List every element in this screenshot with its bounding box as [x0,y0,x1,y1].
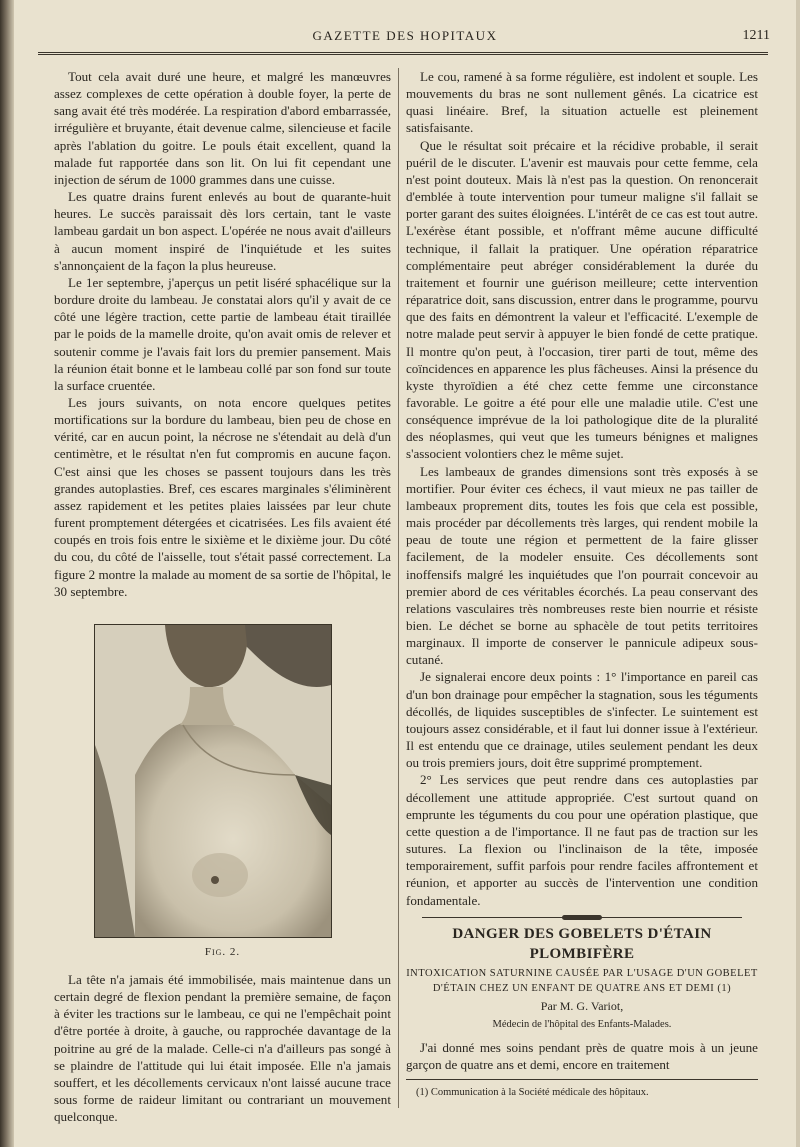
column-divider [398,68,399,1108]
header-rule [38,52,768,55]
paragraph: La tête n'a jamais été immobilisée, mais maintenue dans un certain degré de flexion pendant la première semaine, de façon à éviter les tractions sur le lambeau, ce qui ne l'empêchait point d'être portée à droite, à gauche, ou rapprochée davantage de la poitrine au gré de la malade. Celle-ci n'a d'ailleurs pas songé à se plaindre de l'attitude qui lui était imposée. Elle n'a jamais souffert, et les décollements cervicaux n'ont laissé aucune trace sous forme de raideur limitant ou contrariant un mouvement quelconque. [54,972,391,1125]
footnote: (1) Communication à la Société médicale des hôpitaux. [416,1087,649,1099]
figure-caption: Fig. 2. [204,945,241,958]
paragraph: Les quatre drains furent enlevés au bout de quarante-huit heures. Le succès paraissait dès lors certain, tant le vaste lambeau gardait un bon aspect. L'opérée ne nous avait d'ailleurs à aucun moment inspiré de l'inquiétude et les suites s'annonçaient de la façon la plus heureuse. [54,189,391,273]
paragraph: J'ai donné mes soins pendant près de quatre mois à un jeune garçon de quatre ans et demi, encore en traitement [406,1039,758,1073]
page-number: 1211 [742,28,770,43]
article-author: Par M. G. Variot, [540,998,624,1013]
paragraph: Que le résultat soit précaire et la récidive probable, il serait puéril de le discuter. L'avenir est mauvais pour cette femme, cela n'est point douteux. Mais là n'est pas la question. On renoncerait d'emblée à toute intervention pour tumeur maligne s'il fallait se porter garant des suites éloignées. L'intérêt de ce cas est tout autre. L'exérèse étant possible, et n'offrant même aucune difficulté technique, il fallait la pratiquer. Une opération réparatrice complémentaire peut abréger considérablement la durée du traitement et fournir une guérison meilleure; cette intervention réparatrice doit, sans discussion, entrer dans le programme, pourvu que des faits en démontrent la valeur et l'efficacité. L'exemple de notre malade peut servir à appuyer le bien fondé de cette pratique. Il montre qu'on peut, à l'occasion, tirer parti de tout, même des coïncidences en apparence les plus fâcheuses. Ainsi la présence du kyste thyroïdien a été chez cette femme une circonstance favorable. Le goitre a été pour elle une maladie utile. C'est une conséquence imprévue de la loi pathologique dite de la pluralité des néoplasmes, qui veut que les tumeurs bénignes et malignes s'associent volontiers chez le même sujet. [406,137,758,462]
article-affiliation: Médecin de l'hôpital des Enfants-Malades. [492,1018,672,1030]
nipple [211,876,219,884]
paragraph: Tout cela avait duré une heure, et malgré les manœuvres assez complexes de cette opération à double foyer, la perte de sang avait été très modérée. La respiration d'abord embarrassée, irrégulière et bruyante, était devenue calme, silencieuse et facile après l'ablation du goitre. Le pouls était excellent, quand la malade fut rapportée dans son lit. On lui fit cependant une injection de sérum de 1000 grammes dans une cuisse. [54,69,391,187]
article-subtitle: INTOXICATION SATURNINE CAUSÉE PAR L'USAGE D'UN GOBELET D'ÉTAIN CHEZ UN ENFANT DE QUATRE ANS ET DEMI (1) [406,967,758,994]
paragraph: Le cou, ramené à sa forme régulière, est indolent et souple. Les mouvements du bras ne sont nullement gênés. La cicatrice est quasi linéaire. Bref, la situation actuelle est pleinement satisfaisante. [406,69,758,136]
left-column [54,68,391,1125]
paragraph: 2° Les services que peut rendre dans ces autoplasties par décollement une attitude appropriée. C'est surtout quand on emprunte les téguments du cou pour une opération plastique, que cette question a de l'importance. Il ne faut pas de traction sur les sutures. La flexion ou l'inclinaison de la tête, imposée temporairement, suffit parfois pour rendre faciles affrontement et réunion, et apporter au succès de l'intervention une condition fondamentale. [406,772,758,908]
patient-photograph [94,624,332,938]
page-right-edge [796,0,800,1147]
breast-shading [192,853,248,897]
paragraph: Les jours suivants, on nota encore quelques petites mortifications sur la bordure du lambeau, bien peu de chose en vérité, car en aucun point, la nécrose ne s'étendait au delà d'un centimètre, et le résultat n'en fut compromis en aucune façon. C'est ainsi que les choses se passent toujours dans les très grandes autoplasties. Bref, ces escares marginales s'éliminèrent assez rapidement et les petites plaies laissées par leur chute furent promptement détergées et cicatrisées. Les fils avaient été coupés en trois fois entre le sixième et le dixième jour. Du côté du cou, du côté de l'aisselle, tout s'était passé correctement. La figure 2 montre la malade au moment de sa sortie de l'hôpital, le 30 septembre. [54,394,391,599]
journal-title: GAZETTE DES HOPITAUX [312,28,498,43]
paragraph: Les lambeaux de grandes dimensions sont très exposés à se mortifier. Pour éviter ces échecs, il vaut mieux ne pas tailler de lambeaux proprement dits, toutes les fois que cela est possible, mais procéder par décollements très larges, qui rendent mobile la peau de toute une région et permettent de la faire glisser facilement, de la modeler ensuite. Ces décollements sont inoffensifs malgré les inquiétudes que l'on pourrait concevoir au premier abord de ces véritables écorchés. La peau conservant des relations vasculaires très nombreuses reste bien nourrie et résiste bien. Le déchet se borne au sphacèle de tout petits territoires marginaux. Il importe de conserver le pannicule adipeux sous-cutané. [406,463,758,668]
page-header [40,28,770,50]
section-separator [422,917,742,918]
page-binding-edge [0,0,14,1147]
article-title: DANGER DES GOBELETS D'ÉTAIN PLOMBIFÈRE [452,925,712,962]
right-column [406,68,758,1101]
paragraph: Je signalerai encore deux points : 1° l'importance en pareil cas d'un bon drainage pour empêcher la stagnation, sous les téguments décollés, de liquides susceptibles de s'infecter. Le suintement est toujours assez considérable, et il faut lui donner issue à l'extérieur. Il est entendu que ce drainage, utiles seulement pendant les deux ou trois premiers jours, doit être supprimé promptement. [406,669,758,771]
photograph-drawing [95,625,331,937]
article-heading [406,917,758,1033]
paragraph: Le 1er septembre, j'aperçus un petit liséré sphacélique sur la bordure droite du lambeau. Je constatai alors qu'il y avait de ce côté une légère traction, cette partie de lambeau était tiraillée par le poids de la mamelle droite, qu'on avait omis de relever et soutenir comme je l'avais fait lors du premier pansement. Mais la réunion était bonne et le lambeau collé par son fond sur toute la surface cruentée. [54,274,391,393]
footnote-rule [406,1079,758,1080]
